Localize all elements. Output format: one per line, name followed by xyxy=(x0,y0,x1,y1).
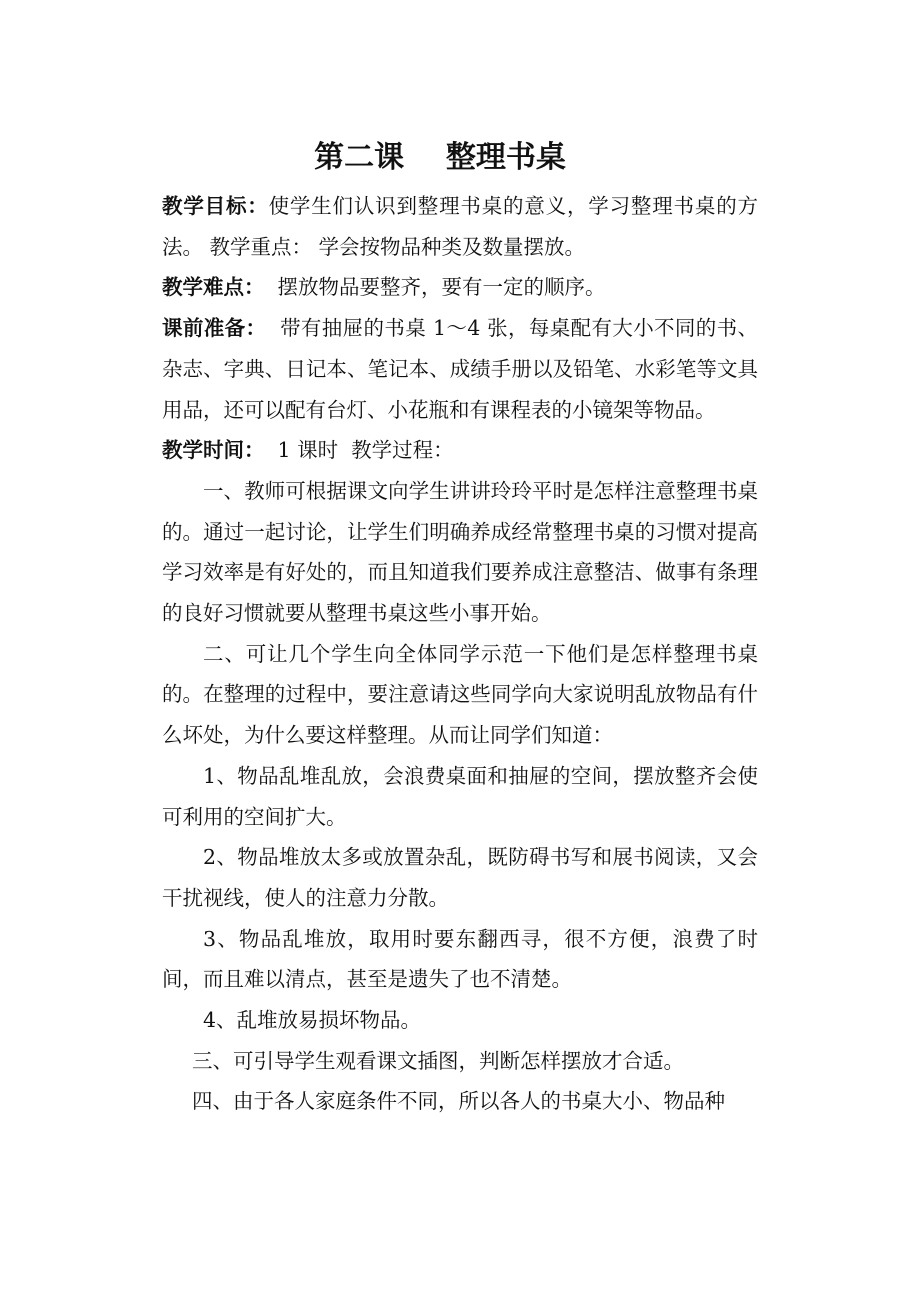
teaching-time-text: 1 课时 教学过程： xyxy=(264,438,454,463)
teaching-goal-label: 教学目标： xyxy=(162,194,269,218)
teaching-goal-text: 使学生们认识到整理书桌的意义，学习整理书桌的方法。 教学重点： 学会按物品种类及数量摆放。 xyxy=(162,194,759,259)
process-step-4: 四、由于各人家庭条件不同，所以各人的书桌大小、物品种 xyxy=(192,1089,725,1114)
document-body xyxy=(162,186,758,1122)
teaching-difficulty-label: 教学难点： xyxy=(162,275,265,300)
list-item-2: 2、物品堆放太多或放置杂乱，既防碍书写和展书阅读，又会干扰视线，使人的注意力分散。 xyxy=(162,845,758,910)
lesson-title: 第二课 整理书桌 xyxy=(314,140,566,175)
list-item-4: 4、乱堆放易损坏物品。 xyxy=(203,1008,422,1033)
list-item-3: 3、物品乱堆放，取用时要东翻西寻，很不方便，浪费了时间，而且难以清点，甚至是遗失了也不清楚。 xyxy=(162,926,758,992)
preparation-label: 课前准备： xyxy=(162,316,267,341)
preparation-paragraph xyxy=(162,308,758,430)
teaching-difficulty-paragraph xyxy=(162,267,758,308)
preparation-text: 带有抽屉的书桌 1～4 张，每桌配有大小不同的书、杂志、字典、日记本、笔记本、成绩手册以及铅笔、水彩笔等文具用品，还可以配有台灯、小花瓶和有课程表的小镜架等物品。 xyxy=(162,316,758,422)
list-item-1: 1、物品乱堆乱放，会浪费桌面和抽屉的空间，摆放整齐会使可利用的空间扩大。 xyxy=(162,763,758,829)
teaching-difficulty-text: 摆放物品要整齐，要有一定的顺序。 xyxy=(264,275,606,300)
teaching-time-paragraph xyxy=(162,430,758,471)
process-step-3: 三、可引导学生观看课文插图，判断怎样摆放才合适。 xyxy=(192,1048,684,1073)
teaching-goal-paragraph xyxy=(162,186,758,267)
teaching-time-label: 教学时间： xyxy=(162,438,265,463)
process-step-1: 一、教师可根据课文向学生讲讲玲玲平时是怎样注意整理书桌的。通过一起讨论，让学生们明确养成经常整理书桌的习惯对提高学习效率是有好处的，而且知道我们要养成注意整洁、做事有条理的良好习惯就要从整理书桌这些小事开始。 xyxy=(162,478,758,626)
process-step-2: 二、可让几个学生向全体同学示范一下他们是怎样整理书桌的。在整理的过程中，要注意请这些同学向大家说明乱放物品有什么坏处，为什么要这样整理。从而让同学们知道： xyxy=(162,641,758,748)
